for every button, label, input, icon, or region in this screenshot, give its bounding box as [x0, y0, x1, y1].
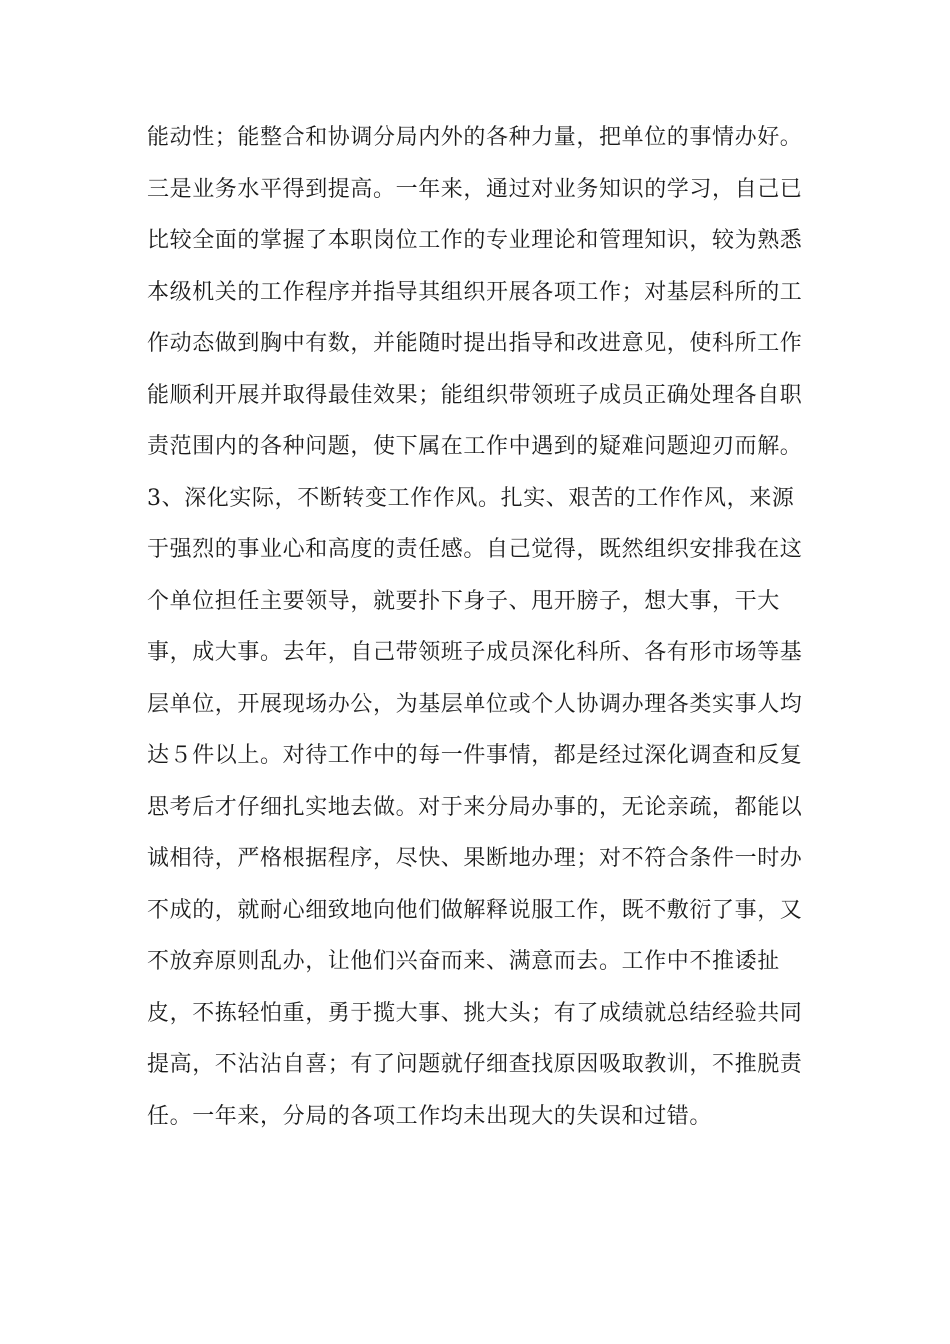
text-line: 能顺利开展并取得最佳效果；能组织带领班子成员正确处理各自职	[147, 382, 803, 408]
text-line: 思考后才仔细扎实地去做。对于来分局办事的，无论亲疏，都能以	[147, 794, 803, 820]
text-line: 于强烈的事业心和高度的责任感。自己觉得，既然组织安排我在这	[147, 537, 803, 562]
text-line: 事，成大事。去年，自己带领班子成员深化科所、各有形市场等基	[147, 640, 803, 665]
text-line: 达５件以上。对待工作中的每一件事情，都是经过深化调查和反复	[147, 743, 803, 768]
text-line: 作动态做到胸中有数，并能随时提出指导和改进意见，使科所工作	[147, 331, 803, 356]
text-line: 不放弃原则乱办，让他们兴奋而来、满意而去。工作中不推诿扯	[147, 949, 780, 974]
body-text	[147, 112, 807, 1142]
text-line: 能动性；能整合和协调分局内外的各种力量，把单位的事情办好。	[147, 125, 803, 150]
text-line: 皮，不拣轻怕重，勇于揽大事、挑大头；有了成绩就总结经验共同	[147, 1000, 803, 1026]
text-line: 诚相待，严格根据程序，尽快、果断地办理；对不符合条件一时办	[147, 846, 803, 871]
text-line: 层单位，开展现场办公，为基层单位或个人协调办理各类实事人均	[147, 691, 803, 717]
text-line: 三是业务水平得到提高。一年来，通过对业务知识的学习，自己已	[147, 176, 803, 202]
text-line: 提高，不沾沾自喜；有了问题就仔细查找原因吸取教训，不推脱责	[147, 1052, 803, 1077]
text-line: 不成的，就耐心细致地向他们做解释说服工作，既不敷衍了事，又	[147, 897, 803, 923]
text-line: 个单位担任主要领导，就要扑下身子、甩开膀子，想大事，干大	[147, 588, 780, 614]
text-line: 本级机关的工作程序并指导其组织开展各项工作；对基层科所的工	[147, 279, 803, 305]
text-line: 比较全面的掌握了本职岗位工作的专业理论和管理知识，较为熟悉	[147, 228, 803, 253]
text-line: 3、深化实际，不断转变工作作风。扎实、艰苦的工作作风，来源	[147, 485, 795, 511]
text-line: 任。一年来，分局的各项工作均未出现大的失误和过错。	[147, 1103, 713, 1129]
text-line: 责范围内的各种问题，使下属在工作中遇到的疑难问题迎刃而解。	[147, 434, 803, 459]
